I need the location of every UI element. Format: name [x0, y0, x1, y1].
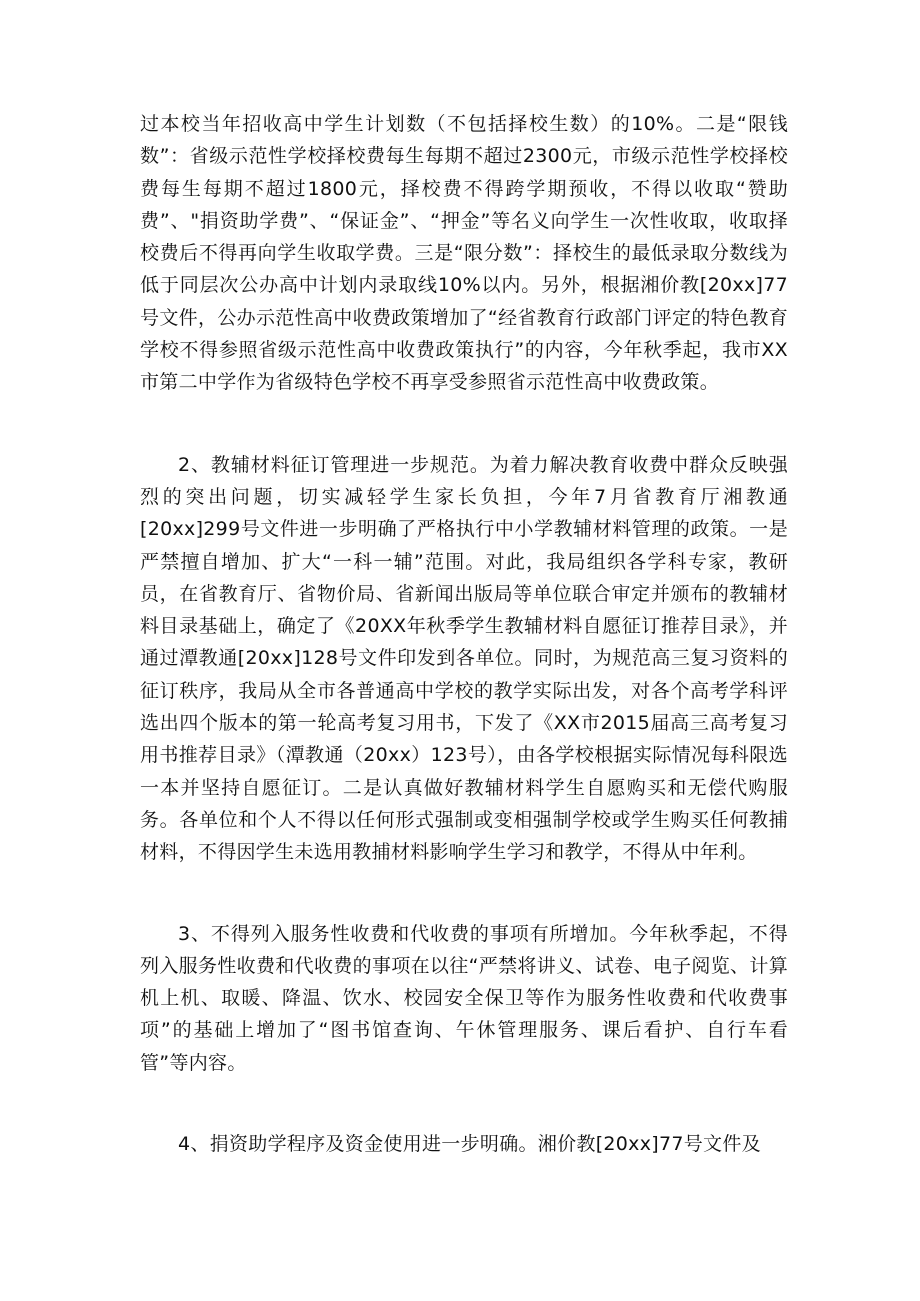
paragraph-1: 过本校当年招收高中学生计划数（不包括择校生数）的10%。二是“限钱数”：省级示范性学校择校费每生每期不超过2300元，市级示范性学校择校费每生每期不超过1800元，择校费不得跨学期预收，不得以收取“赞助费”、"捐资助学费”、“保证金”、“押金”等名义向学生一次性收取，收取择校费后不得再向学生收取学费。三是“限分数”：择校生的最低录取分数线为低于同层次公办高中计划内录取线10%以内。另外，根据湘价教[20xx]77号文件，公办示范性高中收费政策增加了“经省教育行政部门评定的特色教育学校不得参照省级示范性高中收费政策执行”的内容，今年秋季起，我市XX市第二中学作为省级特色学校不再享受参照省示范性高中收费政策。 — [140, 113, 788, 394]
document-page — [140, 108, 788, 1160]
paragraph-3: 3、不得列入服务性收费和代收费的事项有所增加。今年秋季起，不得列入服务性收费和代收费的事项在以往“严禁将讲义、试卷、电子阅览、计算机上机、取暖、降温、饮水、校园安全保卫等作为服务性收费和代收费事项”的基础上增加了“图书馆查询、午休管理服务、课后看护、自行车看管”等内容。 — [140, 922, 788, 1074]
paragraph-4: 4、捐资助学程序及资金使用进一步明确。湘价教[20xx]77号文件及 — [178, 1133, 761, 1156]
paragraph-2: 2、教辅材料征订管理进一步规范。为着力解决教育收费中群众反映强烈的突出问题，切实减轻学生家长负担，今年7月省教育厅湘教通[20xx]299号文件进一步明确了严格执行中小学教辅材料管理的政策。一是严禁擅自增加、扩大“一科一辅”范围。对此，我局组织各学科专家，教研员，在省教育厅、省物价局、省新闻出版局等单位联合审定并颁布的教辅材料目录基础上，确定了《20XX年秋季学生教辅材料自愿征订推荐目录》，并通过潭教通[20xx]128号文件印发到各单位。同时，为规范高三复习资料的征订秩序，我局从全市各普通高中学校的教学实际出发，对各个高考学科评选出四个版本的第一轮高考复习用书，下发了《XX市2015届高三高考复习用书推荐目录》（潭教通（20xx）123号），由各学校根据实际情况每科限选一本并坚持自愿征订。二是认真做好教辅材料学生自愿购买和无偿代购服务。各单位和个人不得以任何形式强制或变相强制学校或学生购买任何教捕材料，不得因学生未选用教捕材料影响学生学习和教学，不得从中年利。 — [140, 453, 788, 864]
